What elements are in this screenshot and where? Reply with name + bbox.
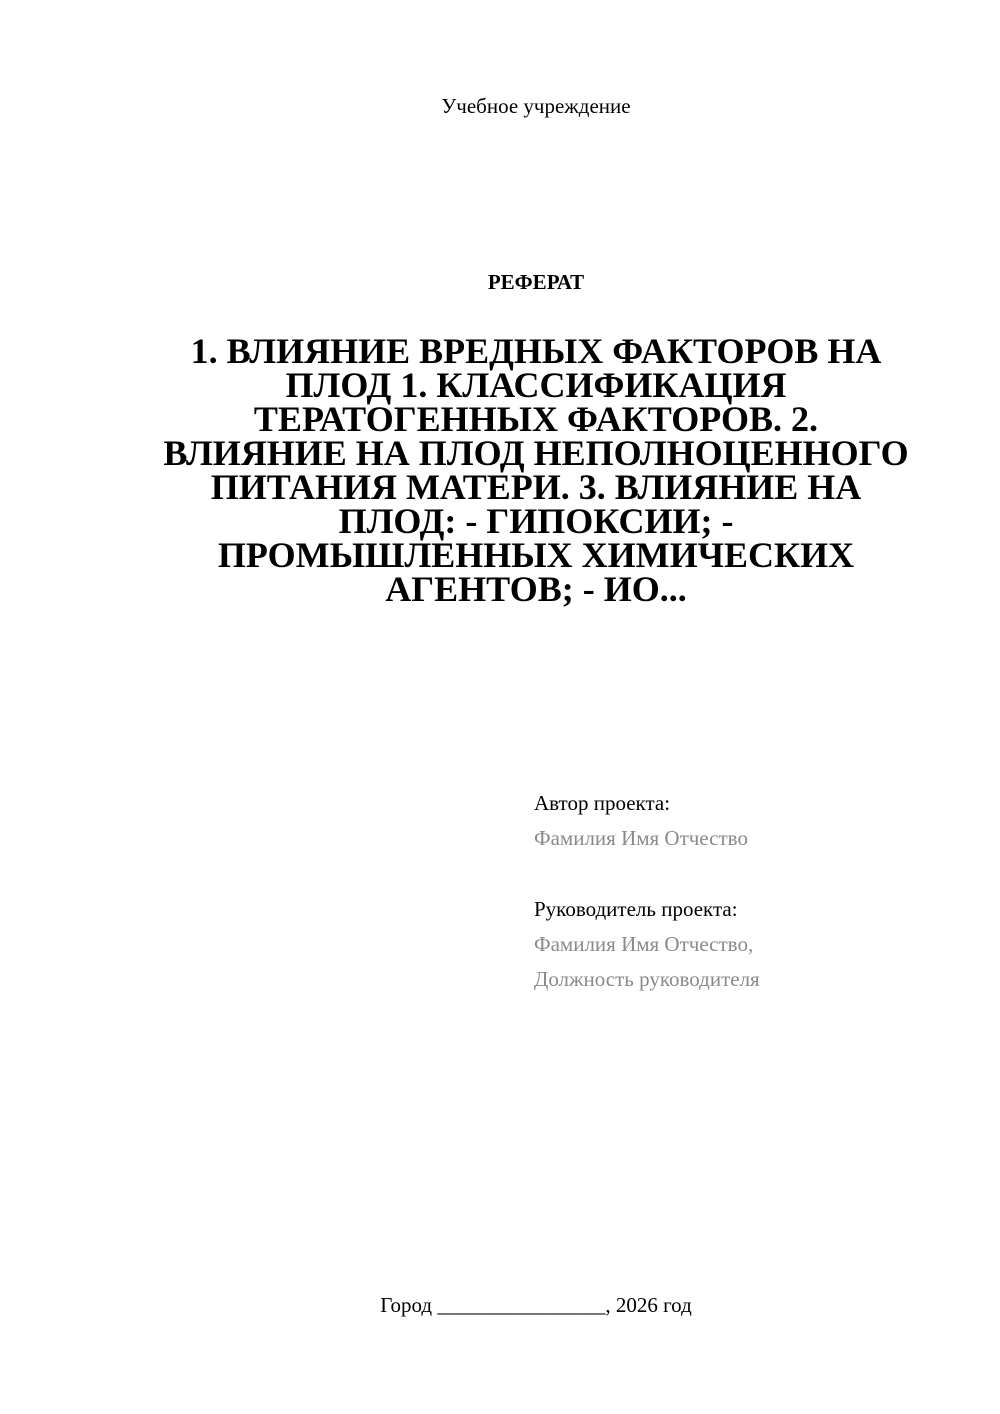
author-label: Автор проекта: <box>534 791 671 815</box>
credits-block <box>534 786 974 997</box>
document-type: РЕФЕРАТ <box>487 270 585 294</box>
document-topic: 1. ВЛИЯНИЕ ВРЕДНЫХ ФАКТОРОВ НА ПЛОД 1. КЛАССИФИКАЦИЯ ТЕРАТОГЕННЫХ ФАКТОРОВ. 2. ВЛИЯНИЕ НА ПЛОД НЕПОЛНОЦЕННОГО ПИТАНИЯ МАТЕРИ. 3. ВЛИЯНИЕ НА ПЛОД: - ГИПОКСИИ; - ПРОМЫШЛЕННЫХ ХИМИЧЕСКИХ АГЕНТОВ; - ИО... <box>163 331 909 609</box>
supervisor-position: Должность руководителя <box>534 967 760 991</box>
supervisor-name: Фамилия Имя Отчество, <box>534 932 754 956</box>
city-year-line: Город ________________, 2026 год <box>380 1293 692 1317</box>
supervisor-label: Руководитель проекта: <box>534 897 738 921</box>
credits-spacer <box>534 856 974 892</box>
institution-name: Учебное учреждение <box>441 94 631 118</box>
author-name: Фамилия Имя Отчество <box>534 826 748 850</box>
